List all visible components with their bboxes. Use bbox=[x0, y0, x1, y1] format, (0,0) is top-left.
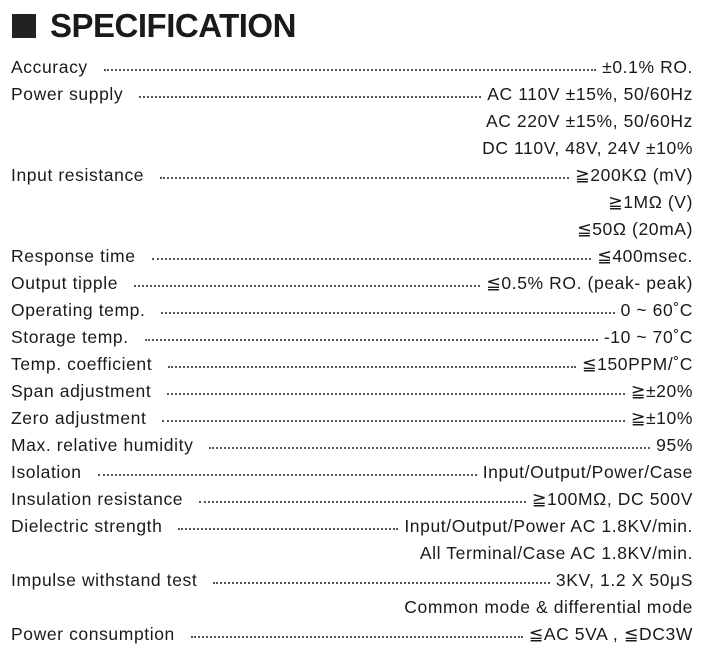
spec-value: ≦AC 5VA , ≦DC3W bbox=[528, 624, 693, 644]
spec-label: Output tipple bbox=[11, 273, 119, 293]
spec-row bbox=[11, 81, 693, 108]
dotted-leader bbox=[162, 419, 624, 422]
spec-label: Power consumption bbox=[11, 624, 175, 644]
spec-value: ≧±10% bbox=[630, 408, 693, 428]
spec-value: ≦400msec. bbox=[597, 246, 693, 266]
section-heading bbox=[12, 6, 296, 46]
spec-value: ≧1MΩ (V) bbox=[607, 192, 693, 212]
dotted-leader bbox=[209, 446, 650, 449]
spec-row bbox=[11, 135, 693, 162]
dotted-leader bbox=[139, 95, 481, 98]
section-title: SPECIFICATION bbox=[50, 7, 296, 44]
spec-label: Max. relative humidity bbox=[11, 435, 194, 455]
spec-row bbox=[11, 162, 693, 189]
dotted-leader bbox=[191, 635, 523, 638]
spec-label: Storage temp. bbox=[11, 327, 129, 347]
dotted-leader bbox=[178, 527, 398, 530]
spec-row bbox=[11, 189, 693, 216]
spec-label: Operating temp. bbox=[11, 300, 146, 320]
spec-value: ≧200KΩ (mV) bbox=[575, 165, 693, 185]
spec-row bbox=[11, 567, 693, 594]
spec-row bbox=[11, 351, 693, 378]
spec-row bbox=[11, 270, 693, 297]
dotted-leader bbox=[152, 257, 592, 260]
spec-label: Insulation resistance bbox=[11, 489, 184, 509]
spec-label: Impulse withstand test bbox=[11, 570, 198, 590]
spec-value: Common mode & differential mode bbox=[404, 597, 693, 617]
spec-value: 3KV, 1.2 X 50μS bbox=[555, 570, 693, 590]
dotted-leader bbox=[161, 311, 614, 314]
dotted-leader bbox=[134, 284, 480, 287]
spec-row bbox=[11, 216, 693, 243]
spec-value: 0 ~ 60˚C bbox=[620, 300, 693, 320]
dotted-leader bbox=[213, 581, 550, 584]
spec-row bbox=[11, 243, 693, 270]
spec-value: -10 ~ 70˚C bbox=[603, 327, 693, 347]
spec-value: ≦150PPM/˚C bbox=[581, 354, 693, 374]
dotted-leader bbox=[199, 500, 526, 503]
spec-value: ≧100MΩ, DC 500V bbox=[531, 489, 693, 509]
spec-value: AC 220V ±15%, 50/60Hz bbox=[485, 111, 693, 131]
spec-value: Input/Output/Power AC 1.8KV/min. bbox=[404, 516, 693, 536]
spec-row bbox=[11, 108, 693, 135]
spec-value: ±0.1% RO. bbox=[602, 57, 693, 77]
spec-label: Dielectric strength bbox=[11, 516, 163, 536]
spec-row bbox=[11, 432, 693, 459]
spec-row bbox=[11, 54, 693, 81]
spec-row bbox=[11, 540, 693, 567]
spec-label: Input resistance bbox=[11, 165, 145, 185]
spec-row bbox=[11, 594, 693, 621]
spec-row bbox=[11, 324, 693, 351]
spec-row bbox=[11, 513, 693, 540]
spec-list bbox=[11, 54, 693, 648]
spec-value: ≦0.5% RO. (peak- peak) bbox=[486, 273, 693, 293]
spec-label: Temp. coefficient bbox=[11, 354, 153, 374]
spec-label: Response time bbox=[11, 246, 136, 266]
spec-value: Input/Output/Power/Case bbox=[482, 462, 693, 482]
spec-row bbox=[11, 405, 693, 432]
spec-label: Isolation bbox=[11, 462, 82, 482]
spec-label: Zero adjustment bbox=[11, 408, 147, 428]
spec-value: 95% bbox=[656, 435, 693, 455]
heading-square-icon bbox=[12, 14, 36, 38]
spec-value: DC 110V, 48V, 24V ±10% bbox=[482, 138, 693, 158]
spec-value: All Terminal/Case AC 1.8KV/min. bbox=[419, 543, 693, 563]
dotted-leader bbox=[104, 68, 596, 71]
dotted-leader bbox=[160, 176, 569, 179]
spec-label: Span adjustment bbox=[11, 381, 152, 401]
spec-label: Accuracy bbox=[11, 57, 88, 77]
dotted-leader bbox=[167, 392, 624, 395]
dotted-leader bbox=[145, 338, 598, 341]
spec-row bbox=[11, 297, 693, 324]
spec-row bbox=[11, 621, 693, 648]
spec-value: AC 110V ±15%, 50/60Hz bbox=[487, 84, 693, 104]
spec-value: ≧±20% bbox=[630, 381, 693, 401]
spec-row bbox=[11, 486, 693, 513]
dotted-leader bbox=[98, 473, 477, 476]
spec-label: Power supply bbox=[11, 84, 124, 104]
spec-row bbox=[11, 459, 693, 486]
dotted-leader bbox=[168, 365, 576, 368]
spec-row bbox=[11, 378, 693, 405]
spec-value: ≦50Ω (20mA) bbox=[576, 219, 693, 239]
